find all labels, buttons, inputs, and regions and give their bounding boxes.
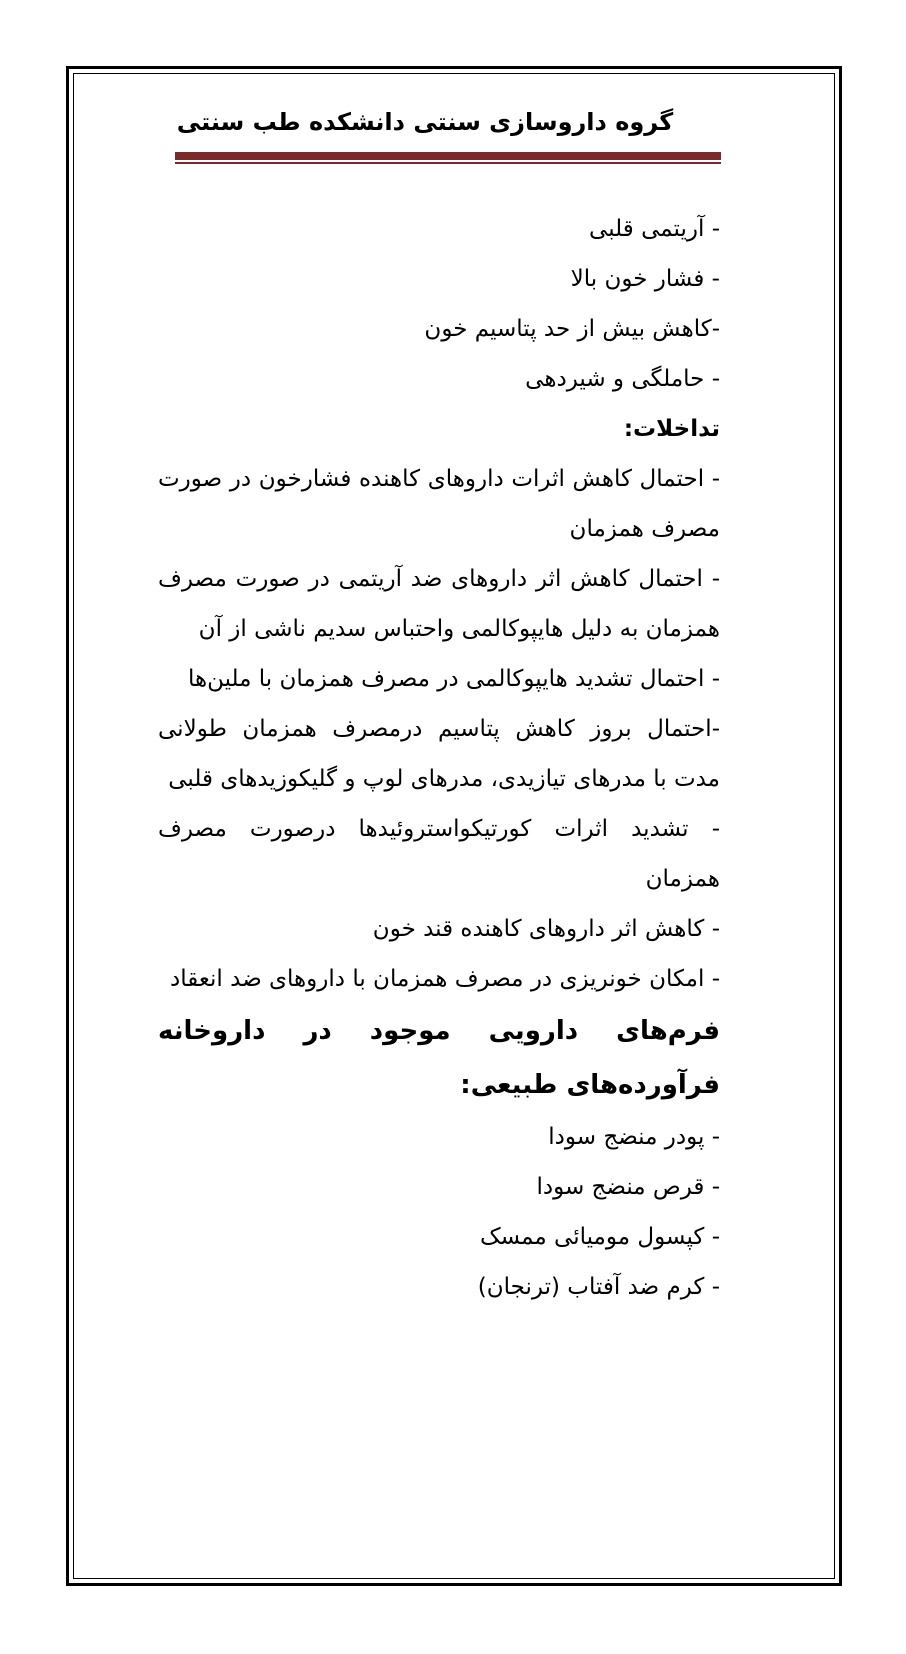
forms-heading: فرم‌های دارویی موجود در داروخانه فرآورده‌های طبیعی: (158, 1016, 720, 1100)
interaction-item: - احتمال کاهش اثرات داروهای کاهنده فشارخون در صورت مصرف همزمان (158, 466, 720, 542)
list-item: - فشار خون بالا (570, 266, 720, 292)
list-item: - آریتمی قلبی (589, 216, 720, 242)
interaction-item: -احتمال بروز کاهش پتاسیم درمصرف همزمان طولانی مدت با مدرهای تیازیدی، مدرهای لوپ و گلیکوزیدهای قلبی (158, 716, 720, 792)
form-item: - کرم ضد آفتاب (ترنجان) (477, 1274, 720, 1300)
interaction-item: - کاهش اثر داروهای کاهنده قند خون (372, 916, 720, 942)
interaction-item: - احتمال کاهش اثر داروهای ضد آریتمی در صورت مصرف همزمان به دلیل هایپوکالمی واحتباس سدیم ناشی از آن (158, 566, 720, 642)
list-item: - حاملگی و شیردهی (525, 366, 720, 392)
form-item: - قرص منضج سودا (536, 1174, 720, 1200)
interaction-item: - امکان خونریزی در مصرف همزمان با داروهای ضد انعقاد (170, 966, 720, 992)
list-item: -کاهش بیش از حد پتاسیم خون (424, 316, 720, 342)
form-item: - کپسول مومیائی ممسک (480, 1224, 720, 1250)
interaction-item: - احتمال تشدید هایپوکالمی در مصرف همزمان با ملین‌ها (187, 666, 720, 692)
header-title: گروه داروسازی سنتی دانشکده طب سنتی (176, 108, 674, 136)
form-item: - پودر منضج سودا (548, 1124, 720, 1150)
document-body (158, 204, 720, 1312)
header-rule (175, 152, 721, 160)
interactions-heading: تداخلات: (623, 416, 720, 442)
header-rule-thin (175, 162, 721, 164)
interaction-item: - تشدید اثرات کورتیکواستروئیدها درصورت مصرف همزمان (158, 816, 720, 892)
